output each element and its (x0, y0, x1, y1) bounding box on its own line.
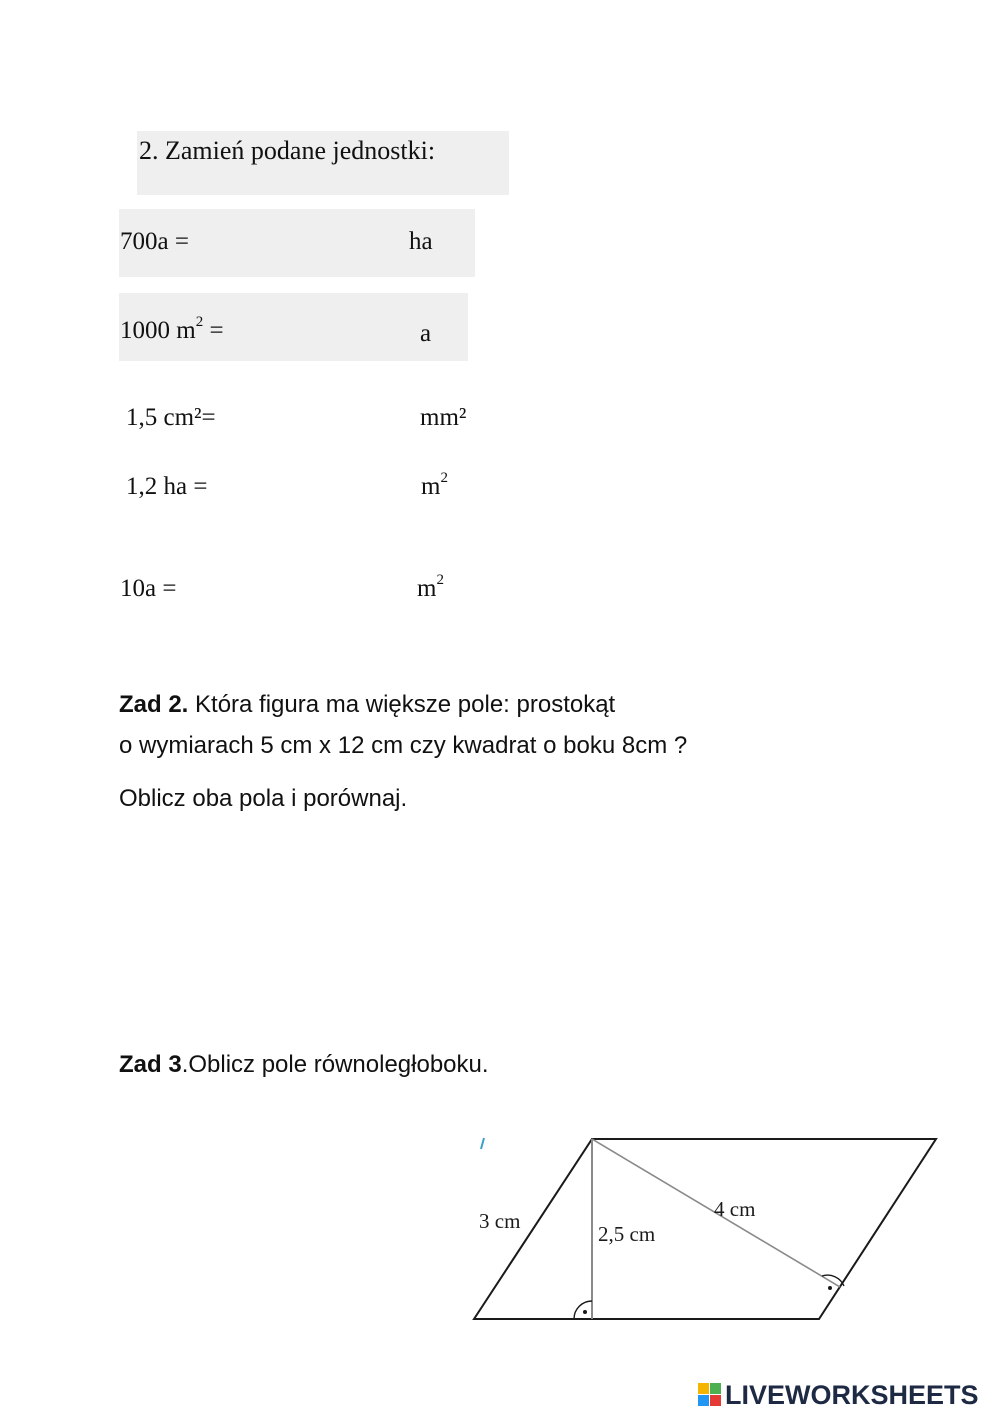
stray-mark (481, 1138, 484, 1149)
row3-left: 1,5 cm²= (126, 404, 216, 431)
row5-unit-sup: 2 (436, 571, 444, 588)
right-angle-marker-bottom (574, 1301, 592, 1319)
right-angle-dot-bottom (583, 1310, 587, 1314)
diagonal-label: 4 cm (714, 1197, 756, 1221)
task2-instruction: Oblicz oba pola i porównaj. (119, 785, 408, 812)
task2-label: Zad 2. (119, 691, 189, 718)
parallelogram-outline (474, 1139, 936, 1319)
row2-left-tail: = (203, 317, 224, 344)
row2-unit: a (420, 320, 432, 347)
side-label: 3 cm (479, 1209, 521, 1233)
task3-label: Zad 3 (119, 1051, 182, 1078)
task1-title: 2. Zamień podane jednostki: (139, 136, 436, 165)
row5-left: 10a = (120, 575, 177, 602)
logo-badge-icon (698, 1383, 722, 1407)
row4-unit-sup: 2 (440, 469, 448, 486)
row1-unit: ha (409, 228, 433, 255)
task2-line2: o wymiarach 5 cm x 12 cm czy kwadrat o boku 8cm ? (119, 732, 688, 759)
right-angle-dot-right (828, 1286, 832, 1290)
logo-text: LIVEWORKSHEETS (725, 1379, 979, 1410)
row5-unit-base: m (417, 575, 437, 602)
task3-instruction: .Oblicz pole równoległoboku. (181, 1051, 489, 1078)
row4-unit-base: m (421, 473, 441, 500)
row3-unit: mm² (420, 404, 467, 431)
row1-left: 700a = (120, 228, 189, 255)
row2-left-base: 1000 m (120, 317, 196, 344)
task2-question-part1: Która figura ma większe pole: prostokąt (188, 691, 616, 718)
row2-left-sup: 2 (195, 313, 204, 330)
liveworksheets-logo (698, 1378, 979, 1412)
row4-left: 1,2 ha = (126, 473, 208, 500)
height-label: 2,5 cm (598, 1222, 656, 1246)
